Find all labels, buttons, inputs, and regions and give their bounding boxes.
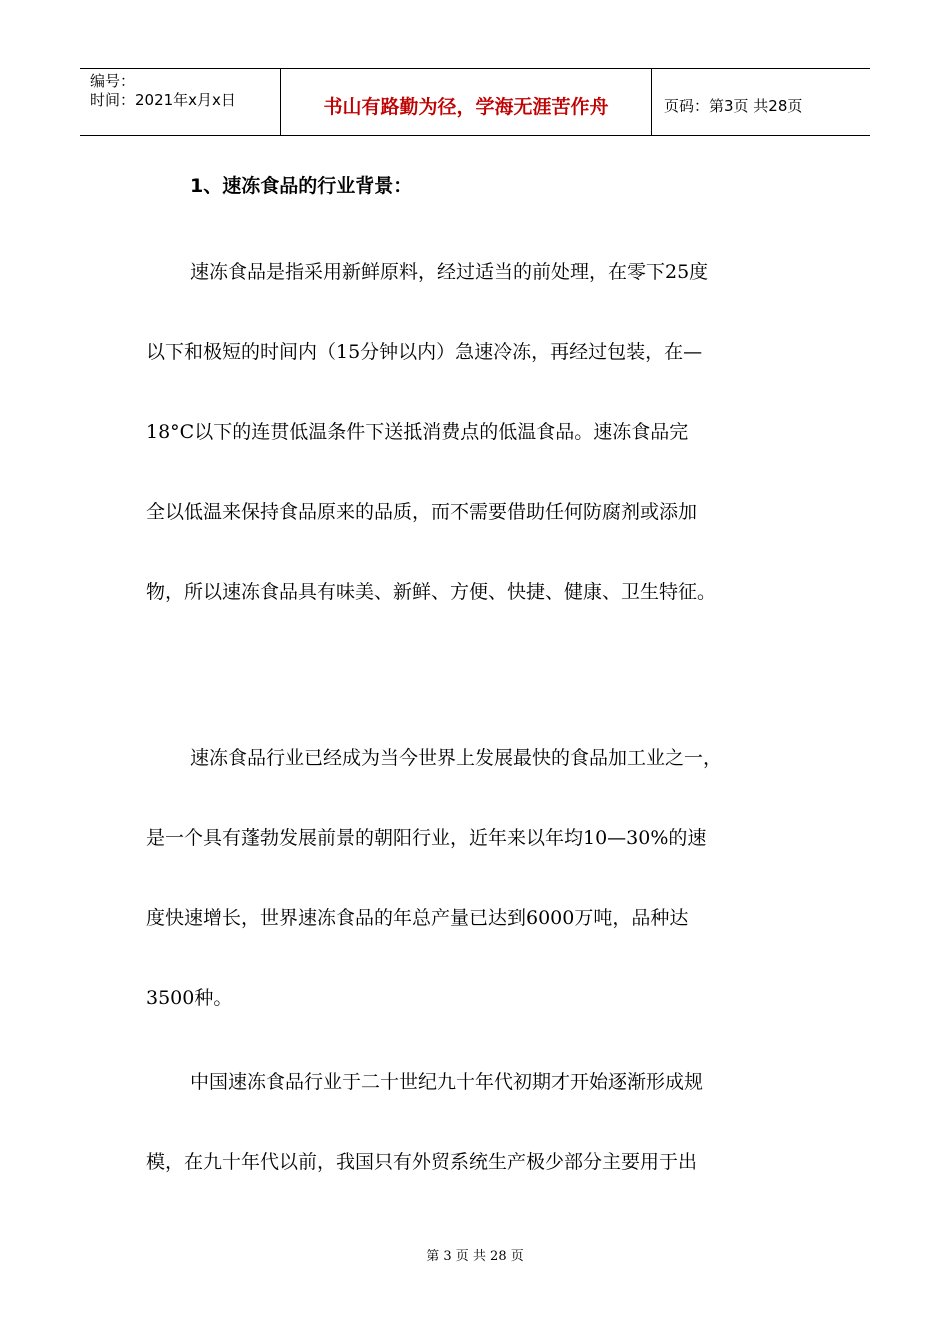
paragraph-2 (146, 718, 810, 1038)
paragraph-line: 全以低温来保持食品原来的品质，而不需要借助任何防腐剂或添加 (146, 501, 698, 523)
header-page-code: 页码：第3页 共28页 (664, 96, 803, 115)
document-time-label: 时间：2021年x月x日 (90, 91, 236, 109)
page-footer: 第 3 页 共 28 页 (426, 1249, 524, 1264)
paragraph-line: 速冻食品行业已经成为当今世界上发展最快的食品加工业之一， (190, 747, 723, 769)
paragraph-line: 模，在九十年代以前，我国只有外贸系统生产极少部分主要用于出 (146, 1151, 698, 1173)
document-header (80, 68, 870, 136)
header-info-cell (80, 69, 280, 135)
document-number-label: 编号： (90, 72, 136, 90)
paragraph-line: 是一个具有蓬勃发展前景的朝阳行业，近年来以年均10—30%的速 (146, 827, 707, 849)
header-motto: 书山有路勤为径，学海无涯苦作舟 (280, 69, 652, 135)
paragraph-line: 3500种。 (146, 987, 233, 1009)
paragraph-line: 18°C以下的连贯低温条件下送抵消费点的低温食品。速冻食品完 (146, 421, 689, 443)
paragraph-line: 中国速冻食品行业于二十世纪九十年代初期才开始逐渐形成规 (190, 1071, 704, 1093)
paragraph-3 (146, 1042, 810, 1202)
paragraph-1 (146, 232, 810, 632)
section-heading: 1、速冻食品的行业背景： (190, 175, 413, 197)
paragraph-line: 度快速增长，世界速冻食品的年总产量已达到6000万吨，品种达 (146, 907, 689, 929)
paragraph-line: 物，所以速冻食品具有味美、新鲜、方便、快捷、健康、卫生特征。 (146, 581, 717, 603)
paragraph-line: 速冻食品是指采用新鲜原料，经过适当的前处理，在零下25度 (190, 261, 709, 283)
paragraph-line: 以下和极短的时间内（15分钟以内）急速冷冻，再经过包装，在— (146, 341, 703, 363)
